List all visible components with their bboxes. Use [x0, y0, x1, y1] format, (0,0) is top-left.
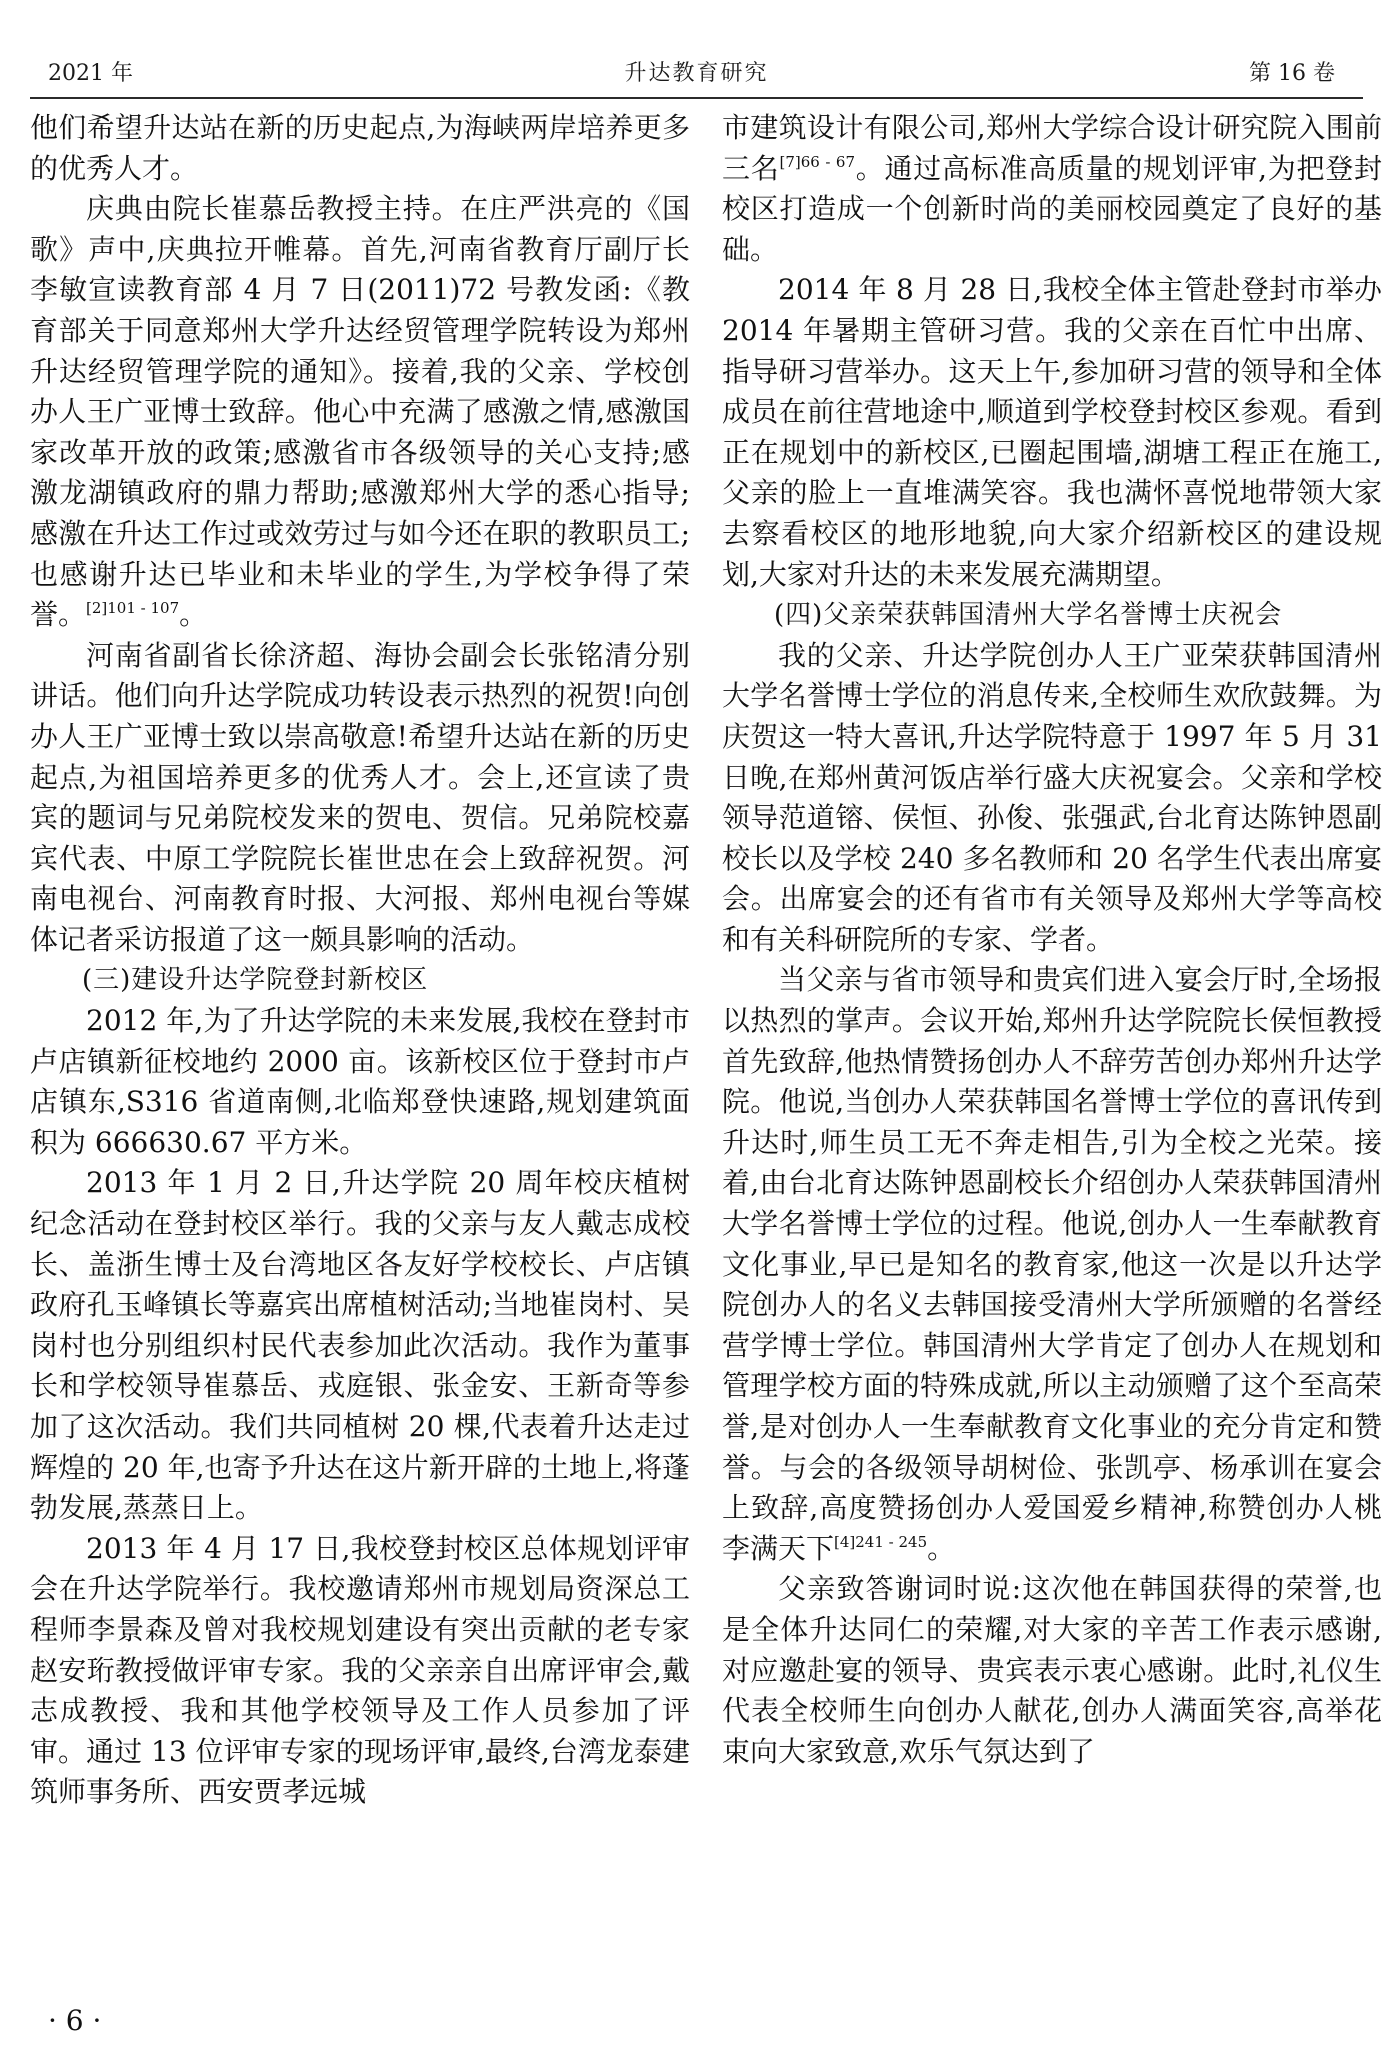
paragraph-end: 。: [927, 1531, 956, 1565]
citation: [4]241 - 245: [834, 1532, 928, 1551]
paragraph-banquet: [722, 960, 1382, 1569]
paragraph-continued: 他们希望升达站在新的历史起点,为海峡两岸培养更多的优秀人才。: [30, 111, 690, 185]
section-heading-3: (三)建设升达学院登封新校区: [82, 965, 429, 996]
citation: [2]101 - 107: [86, 599, 180, 618]
header-year: 2021 年: [48, 61, 133, 86]
paragraph-planning-review: 2013 年 4 月 17 日,我校登封校区总体规划评审会在升达学院举行。我校邀请郑州市规划局资深总工程师李景森及曾对我校规划建设有突出贡献的老专家赵安珩教授做评审专家。我的父亲亲自出席评审会,戴志成教授、我和其他学校领导及工作人员参加了评审。通过 13 位评审专家的现场评审,最终,台湾龙泰建筑师事务所、西安贾孝远城: [30, 1531, 690, 1809]
running-header: [30, 50, 1363, 94]
page-number: · 6 ·: [48, 2004, 102, 2037]
paragraph-tree-planting: 2013 年 1 月 2 日,升达学院 20 周年校庆植树纪念活动在登封校区举行。我的父亲与友人戴志成校长、盖浙生博士及台湾地区各友好学校校长、卢店镇政府孔玉峰镇长等嘉宾出席植树活动;当地崔岗村、吴岗村也分别组织村民代表参加此次活动。我作为董事长和学校领导崔慕岳、戎庭银、张金安、王新奇等参加了这次活动。我们共同植树 20 棵,代表着升达走过辉煌的 20 年,也寄予升达在这片新开辟的土地上,将蓬勃发展,蒸蒸日上。: [30, 1166, 690, 1525]
paragraph-new-campus: 2012 年,为了升达学院的未来发展,我校在登封市卢店镇新征校地约 2000 亩。该新校区位于登封市卢店镇东,S316 省道南侧,北临郑登快速路,规划建筑面积为 666630.67 平方米。: [30, 1004, 690, 1159]
section-heading-4: (四)父亲荣获韩国清州大学名誉博士庆祝会: [774, 600, 1283, 631]
left-column: [30, 108, 690, 1813]
paragraph-text: 当父亲与省市领导和贵宾们进入宴会厅时,全场报以热烈的掌声。会议开始,郑州升达学院院长侯恒教授首先致辞,他热情赞扬创办人不辞劳苦创办郑州升达学院。他说,当创办人荣获韩国名誉博士学位的喜讯传到升达时,师生员工无不奔走相告,引为全校之光荣。接着,由台北育达陈钟恩副校长介绍创办人荣获韩国清州大学名誉博士学位的过程。他说,创办人一生奉献教育文化事业,早已是知名的教育家,他这一次是以升达学院创办人的名义去韩国接受清州大学所颁赠的名誉经营学博士学位。韩国清州大学肯定了创办人在规划和管理学校方面的特殊成就,所以主动颁赠了这个至高荣誉,是对创办人一生奉献教育文化事业的充分肯定和赞誉。与会的各级领导胡树俭、张凯亭、杨承训在宴会上致辞,高度赞扬创办人爱国爱乡精神,称赞创办人桃李满天下: [722, 963, 1382, 1565]
paragraph-text: 市建筑设计有限公司,郑州大学综合设计研究院入围前三名: [722, 111, 1382, 185]
header-journal-title: 升达教育研究: [624, 61, 769, 86]
citation: [7]66 - 67: [779, 152, 855, 171]
paragraph-thanks: 父亲致答谢词时说:这次他在韩国获得的荣誉,也是全体升达同仁的荣耀,对大家的辛苦工作表示感谢,对应邀赴宴的领导、贵宾表示衷心感谢。此时,礼仪生代表全校师生向创办人献花,创办人满面笑容,高举花束向大家致意,欢乐气氛达到了: [722, 1572, 1382, 1768]
paragraph-speeches: 河南省副省长徐济超、海协会副会长张铭清分别讲话。他们向升达学院成功转设表示热烈的祝贺!向创办人王广亚博士致以崇高敬意!希望升达站在新的历史起点,为祖国培养更多的优秀人才。会上,还宣读了贵宾的题词与兄弟院校发来的贺电、贺信。兄弟院校嘉宾代表、中原工学院院长崔世忠在会上致辞祝贺。河南电视台、河南教育时报、大河报、郑州电视台等媒体记者采访报道了这一颇具影响的活动。: [30, 638, 690, 956]
paragraph-honorary-doctorate: 我的父亲、升达学院创办人王广亚荣获韩国清州大学名誉博士学位的消息传来,全校师生欢欣鼓舞。为庆贺这一特大喜讯,升达学院特意于 1997 年 5 月 31 日晚,在郑州黄河饭店举行盛大庆祝宴会。父亲和学校领导范道镕、侯恒、孙俊、张强武,台北育达陈钟恩副校长以及学校 240 多名教师和 20 名学生代表出席宴会。出席宴会的还有省市有关领导及郑州大学等高校和有关科研院所的专家、学者。: [722, 638, 1382, 956]
paragraph-continued: [722, 108, 1382, 270]
paragraph-end: 。通过高标准高质量的规划评审,为把登封校区打造成一个创新时尚的美丽校园奠定了良好的基础。: [722, 151, 1382, 266]
header-volume: 第 16 卷: [1249, 61, 1335, 86]
paragraph-text: 庆典由院长崔慕岳教授主持。在庄严洪亮的《国歌》声中,庆典拉开帷幕。首先,河南省教育厅副厅长李敏宣读教育部 4 月 7 日(2011)72 号教发函:《教育部关于同意郑州大学升达经贸管理学院转设为郑州升达经贸管理学院的通知》。接着,我的父亲、学校创办人王广亚博士致辞。他心中充满了感激之情,感激国家改革开放的政策;感激省市各级领导的关心支持;感激龙湖镇政府的鼎力帮助;感激郑州大学的悉心指导;感激在升达工作过或效劳过与如今还在职的教职员工;也感谢升达已毕业和未毕业的学生,为学校争得了荣誉。: [30, 192, 690, 632]
paragraph-end: 。: [179, 598, 208, 632]
paragraph-ceremony: [30, 189, 690, 636]
paragraph-training-camp: 2014 年 8 月 28 日,我校全体主管赴登封市举办 2014 年暑期主管研习营。我的父亲在百忙中出席、指导研习营举办。这天上午,参加研习营的领导和全体成员在前往营地途中,顺道到学校登封校区参观。看到正在规划中的新校区,已圈起围墙,湖塘工程正在施工,父亲的脸上一直堆满笑容。我也满怀喜悦地带领大家去察看校区的地形地貌,向大家介绍新校区的建设规划,大家对升达的未来发展充满期望。: [722, 273, 1382, 591]
right-column: [722, 108, 1382, 1772]
header-rule: [30, 97, 1363, 99]
